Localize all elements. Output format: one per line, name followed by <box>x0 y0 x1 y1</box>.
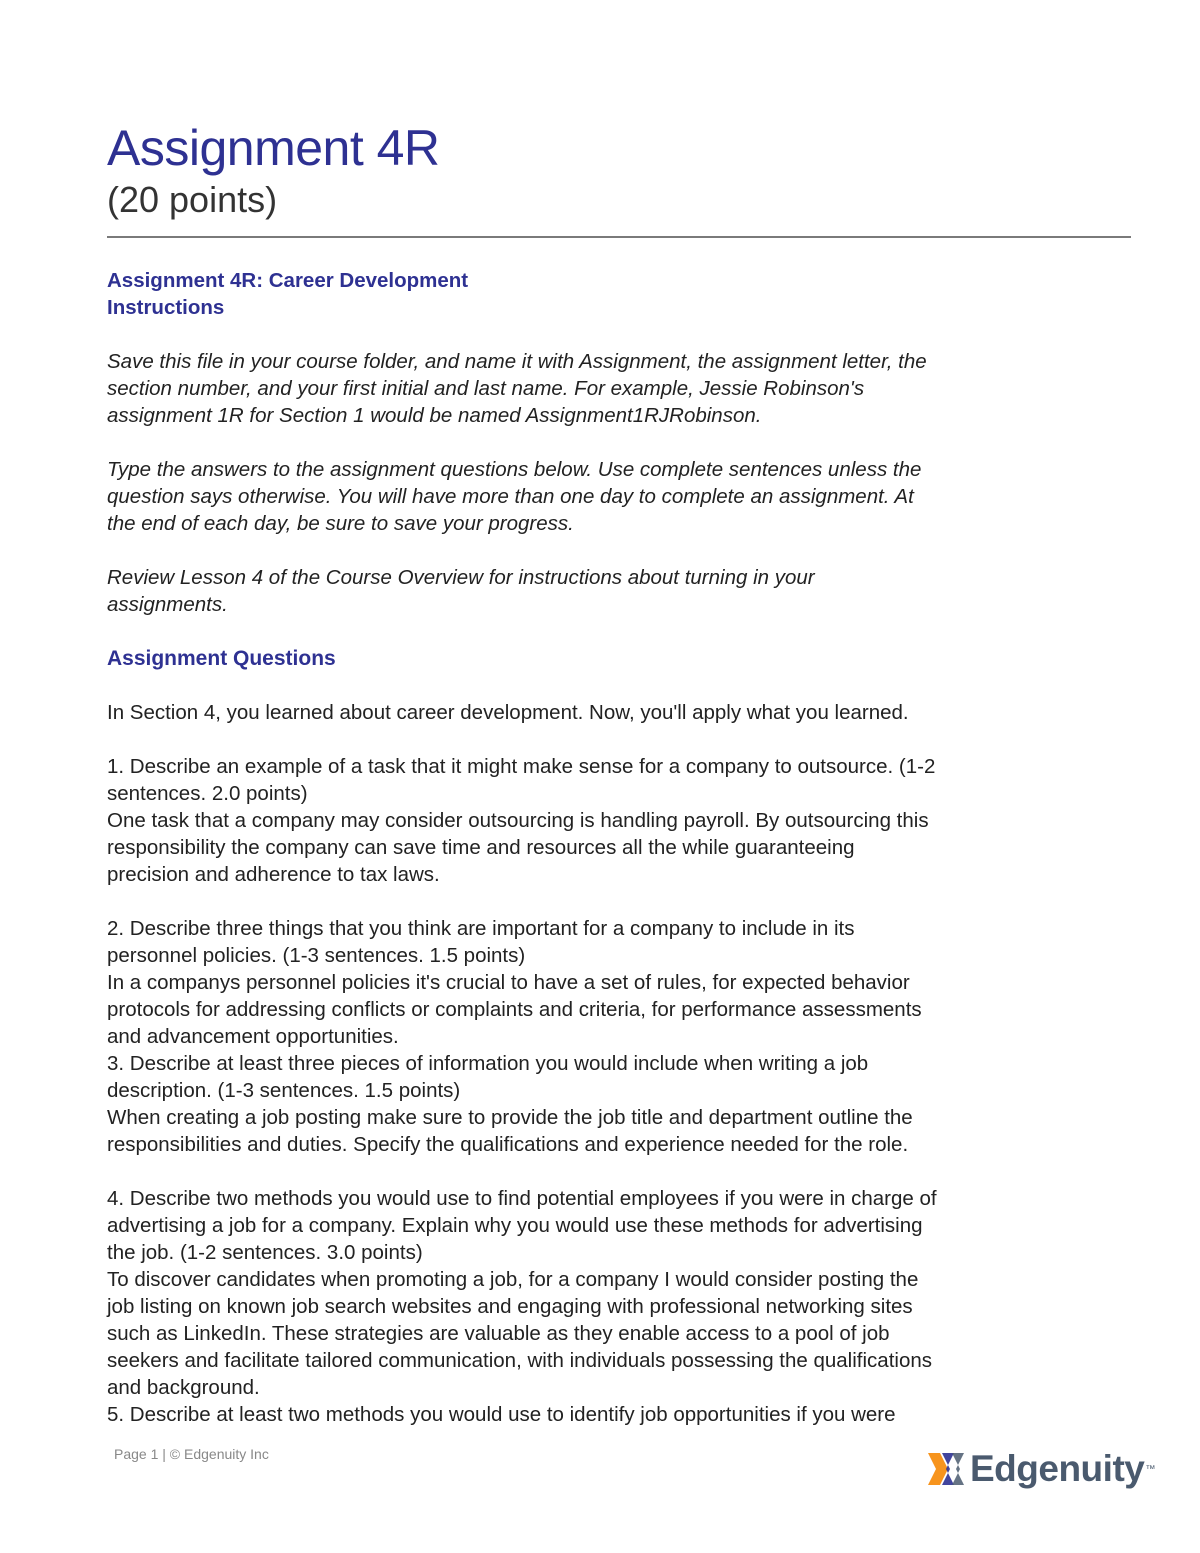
answer-1: responsibility the company can save time and resources all the while guaranteeing <box>107 836 855 859</box>
points-subtitle: (20 points) <box>107 179 278 220</box>
answer-2: In a companys personnel policies it's crucial to have a set of rules, for expected behavior <box>107 971 910 994</box>
page-footer: Page 1 | © Edgenuity Inc <box>114 1446 269 1462</box>
section-heading: Assignment 4R: Career Development <box>107 269 469 292</box>
instructions-line: section number, and your first initial and last name. For example, Jessie Robinson's <box>107 377 865 400</box>
answer-3: responsibilities and duties. Specify the qualifications and experience needed for the role. <box>107 1133 909 1156</box>
edgenuity-logo <box>924 1447 1155 1491</box>
instructions-line: Save this file in your course folder, and name it with Assignment, the assignment letter, the <box>107 350 927 373</box>
questions-heading: Assignment Questions <box>107 647 336 670</box>
answer-1: One task that a company may consider outsourcing is handling payroll. By outsourcing this <box>107 809 929 832</box>
page-title: Assignment 4R <box>107 120 440 176</box>
instructions-line: the end of each day, be sure to save your progress. <box>107 512 574 535</box>
question-3: 3. Describe at least three pieces of information you would include when writing a job <box>107 1052 869 1075</box>
question-1: sentences. 2.0 points) <box>107 782 308 805</box>
question-5: 5. Describe at least two methods you would use to identify job opportunities if you were <box>107 1403 896 1426</box>
answer-1: precision and adherence to tax laws. <box>107 863 440 886</box>
instructions-line: assignment 1R for Section 1 would be named Assignment1RJRobinson. <box>107 404 762 427</box>
answer-4: and background. <box>107 1376 260 1399</box>
logo-trademark: ™ <box>1145 1463 1156 1475</box>
document-header <box>107 118 1131 222</box>
question-2: 2. Describe three things that you think are important for a company to include in its <box>107 917 855 940</box>
question-3: description. (1-3 sentences. 1.5 points) <box>107 1079 461 1102</box>
answer-4: such as LinkedIn. These strategies are valuable as they enable access to a pool of job <box>107 1322 890 1345</box>
instructions-line: Review Lesson 4 of the Course Overview for instructions about turning in your <box>107 566 815 589</box>
question-4: advertising a job for a company. Explain why you would use these methods for advertising <box>107 1214 923 1237</box>
answer-4: seekers and facilitate tailored communication, with individuals possessing the qualifications <box>107 1349 932 1372</box>
edgenuity-x-icon <box>924 1447 968 1491</box>
header-divider <box>107 236 1131 238</box>
answer-2: protocols for addressing conflicts or complaints and criteria, for performance assessments <box>107 998 922 1021</box>
question-1: 1. Describe an example of a task that it might make sense for a company to outsource. (1-2 <box>107 755 936 778</box>
questions-lead: In Section 4, you learned about career development. Now, you'll apply what you learned. <box>107 701 909 724</box>
instructions-line: Type the answers to the assignment questions below. Use complete sentences unless the <box>107 458 922 481</box>
answer-2: and advancement opportunities. <box>107 1025 399 1048</box>
answer-3: When creating a job posting make sure to provide the job title and department outline the <box>107 1106 913 1129</box>
instructions-line: question says otherwise. You will have more than one day to complete an assignment. At <box>107 485 914 508</box>
question-2: personnel policies. (1-3 sentences. 1.5 points) <box>107 944 526 967</box>
instructions-heading: Instructions <box>107 296 225 319</box>
logo-wordmark: Edgenuity <box>970 1448 1145 1489</box>
question-4: the job. (1-2 sentences. 3.0 points) <box>107 1241 423 1264</box>
question-4: 4. Describe two methods you would use to find potential employees if you were in charge of <box>107 1187 937 1210</box>
answer-4: To discover candidates when promoting a job, for a company I would consider posting the <box>107 1268 919 1291</box>
document-body <box>107 267 1067 1428</box>
answer-4: job listing on known job search websites and engaging with professional networking sites <box>107 1295 913 1318</box>
instructions-line: assignments. <box>107 593 228 616</box>
